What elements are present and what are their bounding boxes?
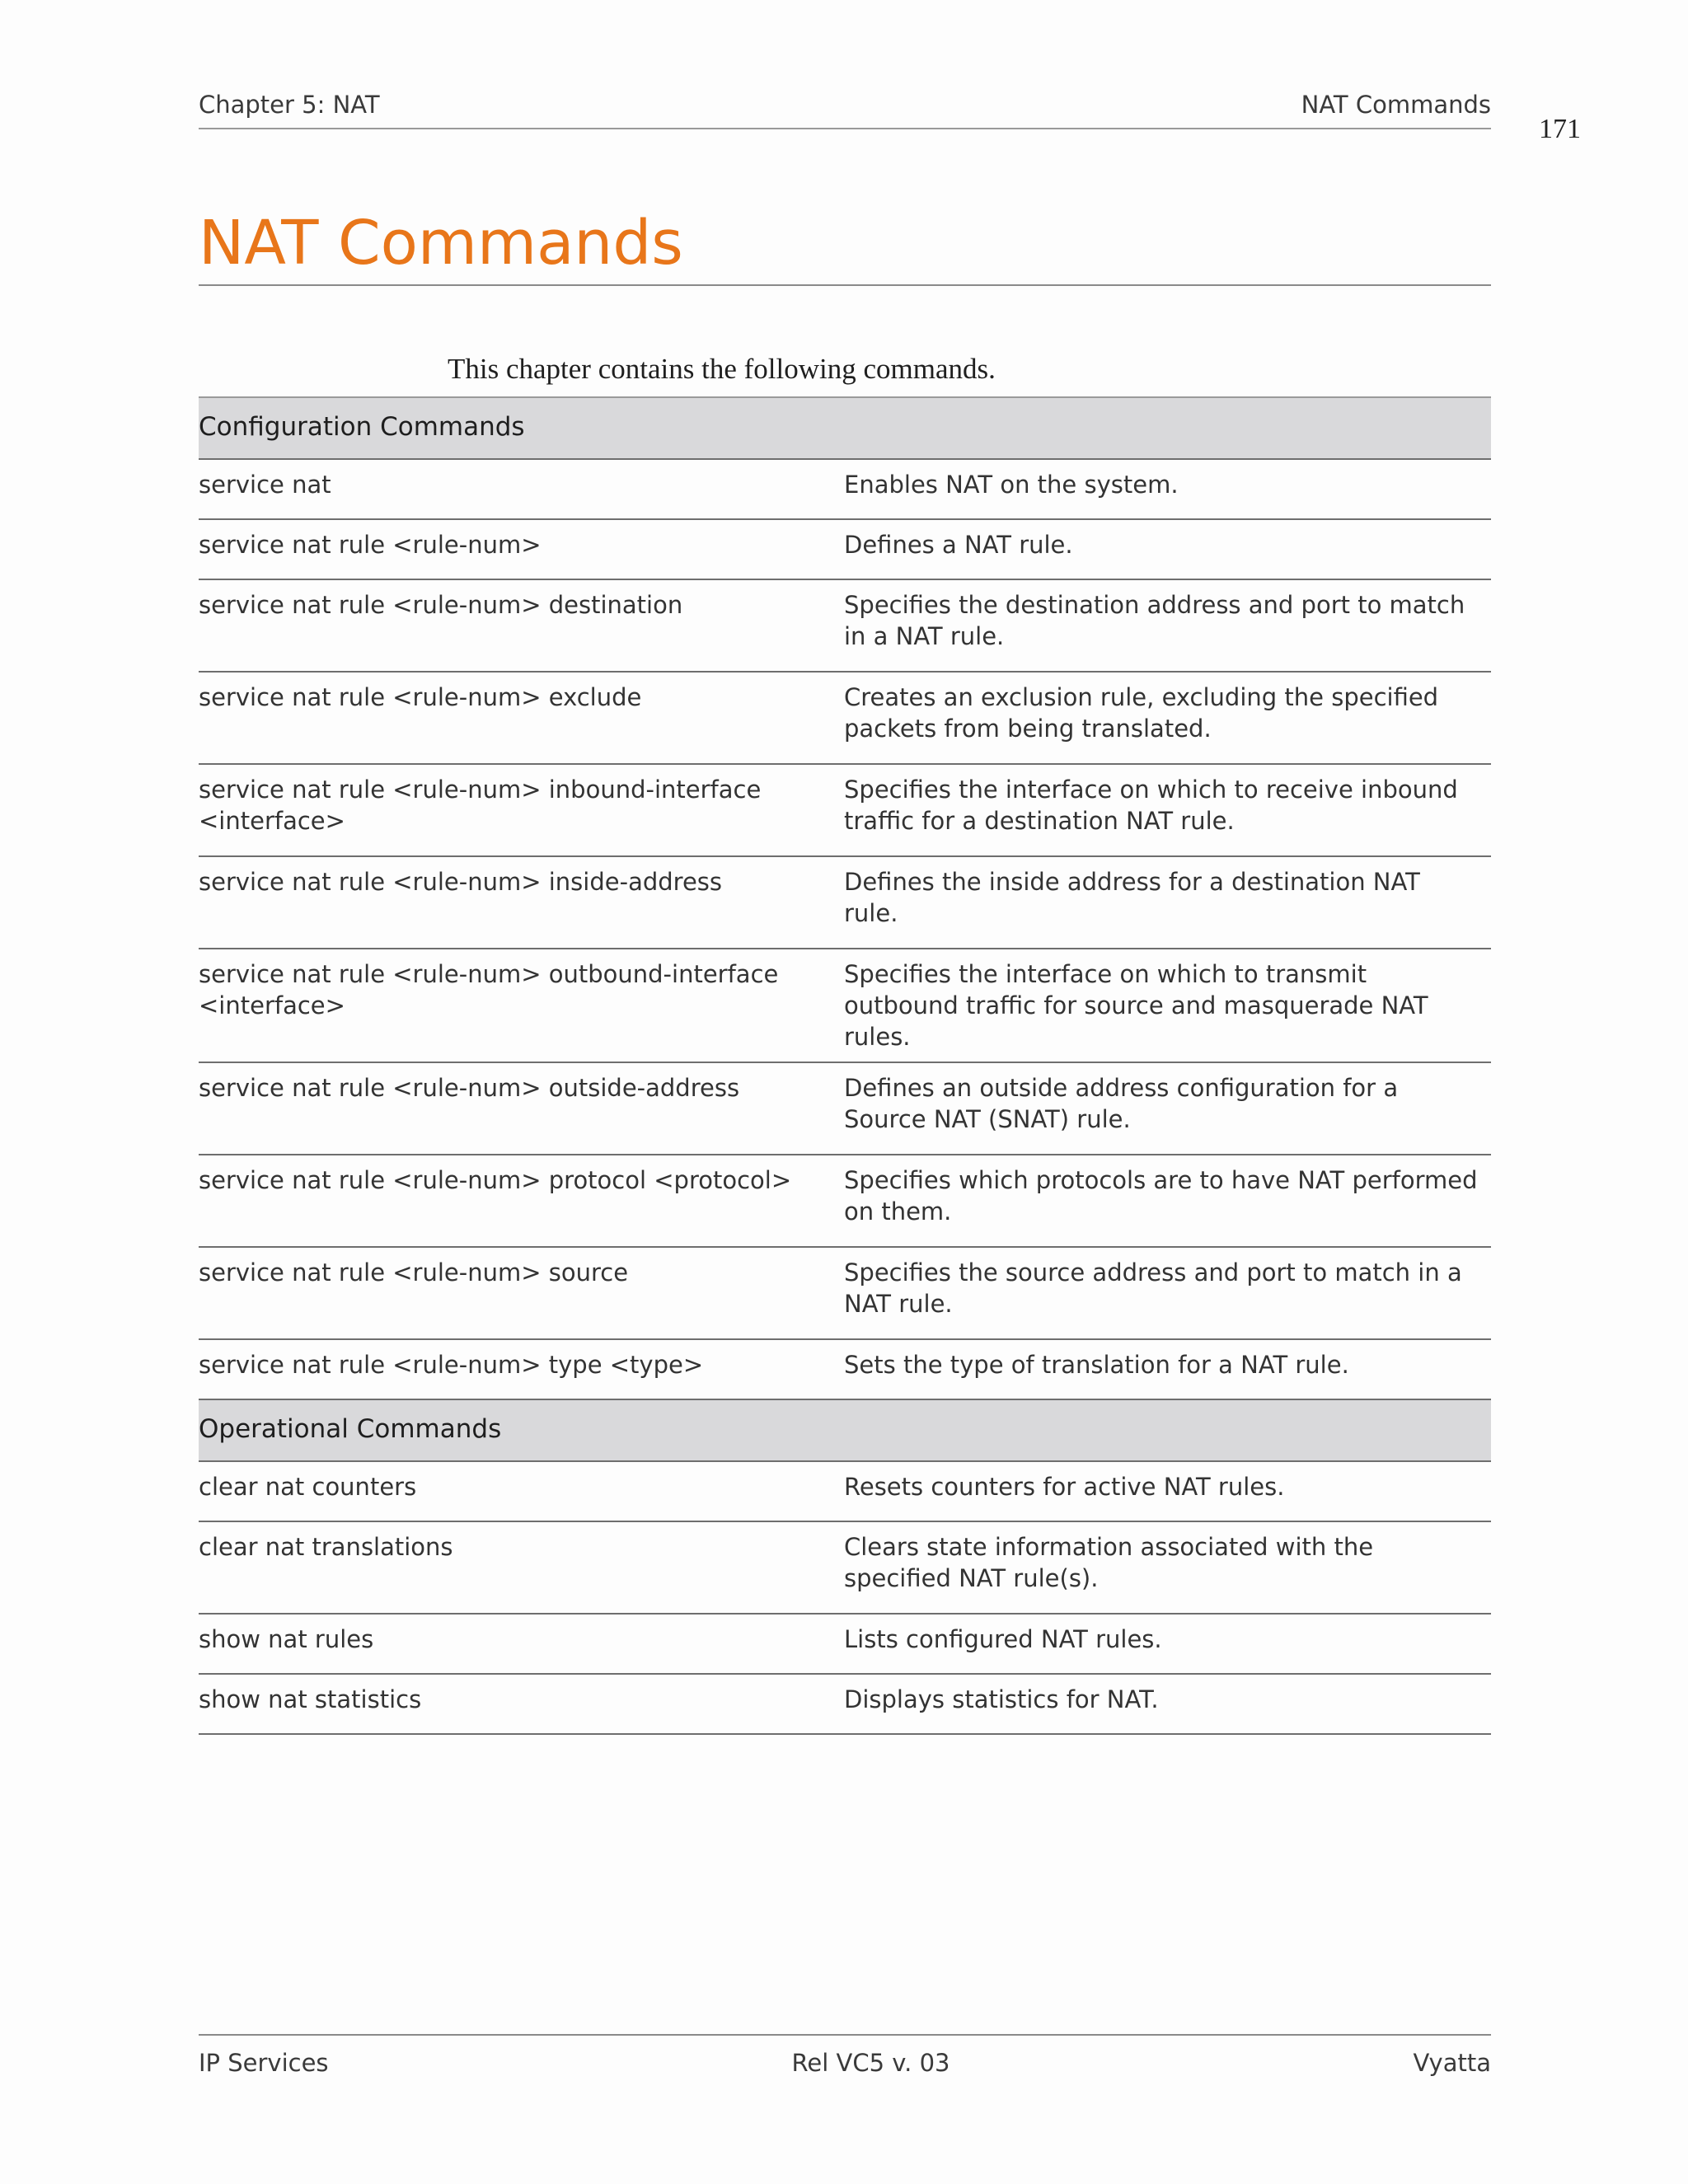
table-row [199, 1674, 1491, 1734]
table-row [199, 856, 1491, 949]
running-footer [199, 2034, 1491, 2077]
table-row [199, 1062, 1491, 1155]
command-cell: service nat rule <rule-num> source [199, 1247, 844, 1339]
running-header [199, 91, 1491, 129]
description-cell: Specifies the interface on which to receive inbound traffic for a destination NAT rule. [844, 764, 1491, 856]
command-cell: service nat rule <rule-num> inbound-interface <interface> [199, 764, 844, 856]
table-row [199, 1461, 1491, 1521]
command-cell: service nat rule <rule-num> outbound-interface <interface> [199, 949, 844, 1062]
header-chapter: Chapter 5: NAT [199, 91, 380, 119]
section-heading: Configuration Commands [199, 397, 1491, 459]
command-cell: clear nat translations [199, 1521, 844, 1614]
command-cell: service nat rule <rule-num> [199, 519, 844, 579]
table-row [199, 459, 1491, 519]
table-row [199, 1521, 1491, 1614]
command-cell: service nat rule <rule-num> destination [199, 579, 844, 672]
command-cell: service nat rule <rule-num> protocol <protocol> [199, 1155, 844, 1247]
table-row [199, 672, 1491, 764]
command-cell: service nat rule <rule-num> type <type> [199, 1339, 844, 1399]
intro-text: This chapter contains the following commands. [448, 353, 996, 385]
command-cell: service nat rule <rule-num> exclude [199, 672, 844, 764]
commands-table-body [199, 397, 1491, 1734]
command-cell: service nat rule <rule-num> outside-address [199, 1062, 844, 1155]
description-cell: Displays statistics for NAT. [844, 1674, 1491, 1734]
command-cell: show nat statistics [199, 1674, 844, 1734]
section-header-row [199, 397, 1491, 459]
footer-book: IP Services [199, 2049, 329, 2077]
description-cell: Sets the type of translation for a NAT rule. [844, 1339, 1491, 1399]
description-cell: Clears state information associated with the specified NAT rule(s). [844, 1521, 1491, 1614]
section-header-row [199, 1399, 1491, 1461]
table-row [199, 1339, 1491, 1399]
table-row [199, 949, 1491, 1062]
description-cell: Defines a NAT rule. [844, 519, 1491, 579]
command-cell: service nat rule <rule-num> inside-address [199, 856, 844, 949]
chapter-title: NAT Commands [199, 202, 1491, 286]
description-cell: Specifies which protocols are to have NAT performed on them. [844, 1155, 1491, 1247]
description-cell: Lists configured NAT rules. [844, 1614, 1491, 1674]
table-row [199, 579, 1491, 672]
table-row [199, 1247, 1491, 1339]
command-cell: clear nat counters [199, 1461, 844, 1521]
description-cell: Specifies the destination address and port to match in a NAT rule. [844, 579, 1491, 672]
commands-table [199, 396, 1491, 1735]
description-cell: Creates an exclusion rule, excluding the specified packets from being translated. [844, 672, 1491, 764]
command-cell: show nat rules [199, 1614, 844, 1674]
description-cell: Specifies the interface on which to transmit outbound traffic for source and masquerade NAT rules. [844, 949, 1491, 1062]
footer-vendor: Vyatta [1413, 2049, 1491, 2077]
description-cell: Specifies the source address and port to match in a NAT rule. [844, 1247, 1491, 1339]
header-section: NAT Commands [1301, 91, 1491, 119]
section-heading: Operational Commands [199, 1399, 1491, 1461]
table-row [199, 764, 1491, 856]
table-row [199, 1614, 1491, 1674]
page-number: 171 [1539, 114, 1581, 144]
footer-release: Rel VC5 v. 03 [791, 2049, 950, 2077]
description-cell: Resets counters for active NAT rules. [844, 1461, 1491, 1521]
table-row [199, 519, 1491, 579]
table-row [199, 1155, 1491, 1247]
description-cell: Defines an outside address configuration for a Source NAT (SNAT) rule. [844, 1062, 1491, 1155]
description-cell: Enables NAT on the system. [844, 459, 1491, 519]
description-cell: Defines the inside address for a destination NAT rule. [844, 856, 1491, 949]
command-cell: service nat [199, 459, 844, 519]
